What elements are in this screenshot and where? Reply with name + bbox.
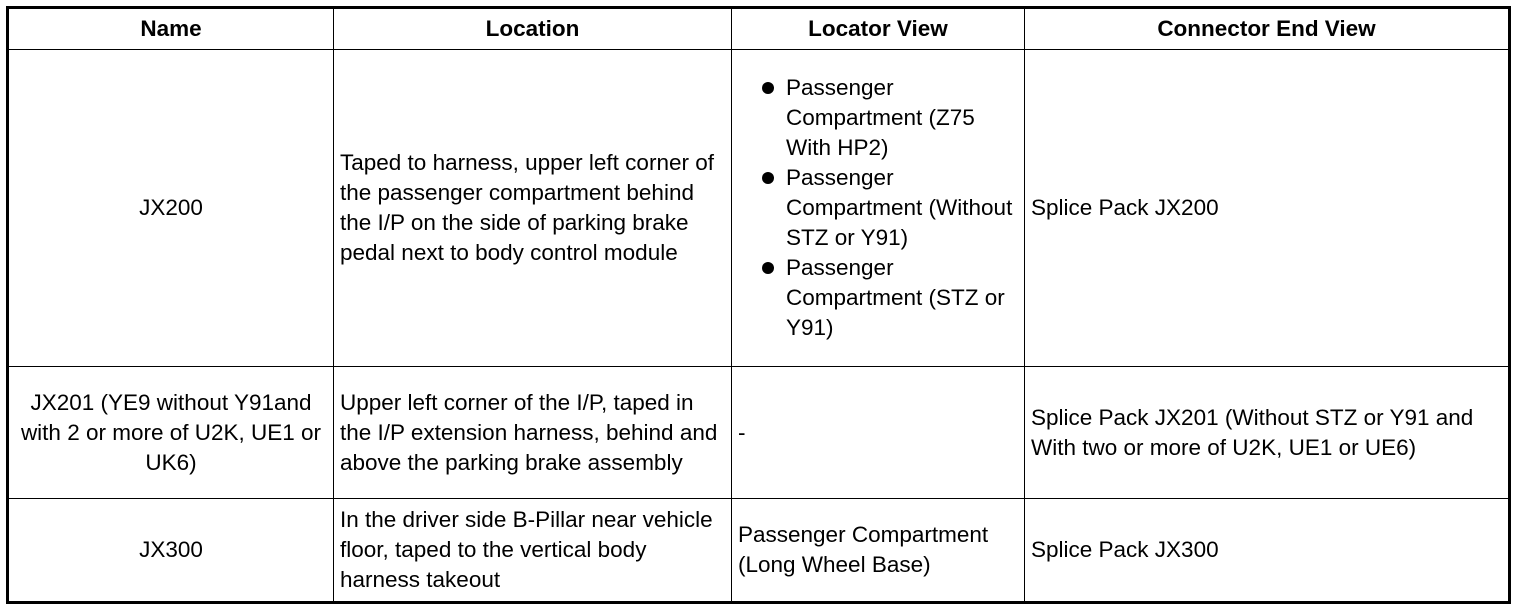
cell-location: In the driver side B-Pillar near vehicle floor, taped to the vertical body harness takeout: [334, 499, 732, 603]
cell-name: JX200: [8, 50, 334, 367]
header-name: Name: [8, 8, 334, 50]
cell-connector-end-view: Splice Pack JX201 (Without STZ or Y91 and With two or more of U2K, UE1 or UE6): [1025, 367, 1510, 499]
cell-locator-view: [732, 50, 1025, 367]
cell-name: JX300: [8, 499, 334, 603]
cell-locator-view: -: [732, 367, 1025, 499]
cell-location: Taped to harness, upper left corner of the passenger compartment behind the I/P on the side of parking brake pedal next to body control module: [334, 50, 732, 367]
header-location: Location: [334, 8, 732, 50]
list-item: Passenger Compartment (STZ or Y91): [738, 253, 1018, 343]
connector-table: [6, 6, 1511, 604]
cell-location: Upper left corner of the I/P, taped in the I/P extension harness, behind and above the parking brake assembly: [334, 367, 732, 499]
table-row: [8, 50, 1510, 367]
header-locator-view: Locator View: [732, 8, 1025, 50]
cell-connector-end-view: Splice Pack JX300: [1025, 499, 1510, 603]
list-item: Passenger Compartment (Z75 With HP2): [738, 73, 1018, 163]
cell-name: JX201 (YE9 without Y91and with 2 or more of U2K, UE1 or UK6): [8, 367, 334, 499]
table-row: [8, 367, 1510, 499]
list-item: Passenger Compartment (Without STZ or Y91): [738, 163, 1018, 253]
table-row: [8, 499, 1510, 603]
cell-locator-view: Passenger Compartment (Long Wheel Base): [732, 499, 1025, 603]
header-connector-end-view: Connector End View: [1025, 8, 1510, 50]
header-row: [8, 8, 1510, 50]
locator-view-list: [738, 73, 1018, 343]
cell-connector-end-view: Splice Pack JX200: [1025, 50, 1510, 367]
